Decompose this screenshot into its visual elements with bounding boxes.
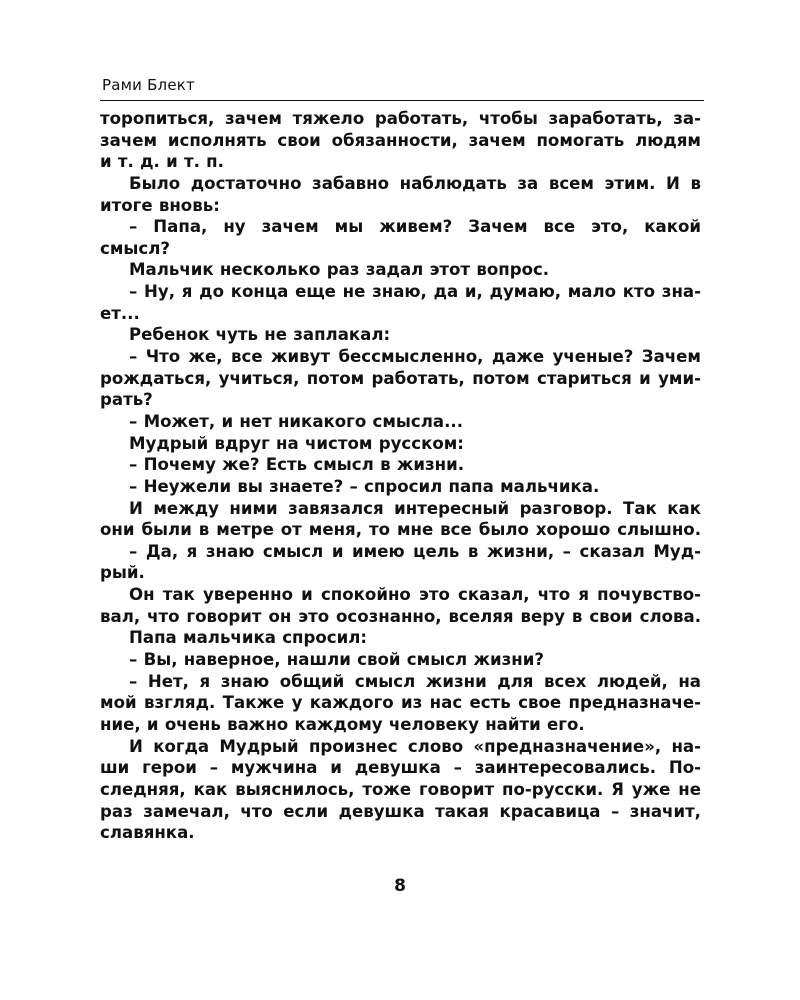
text-line: И когда Мудрый произнес слово «предназначение», на- — [129, 736, 701, 756]
text-line: – Да, я знаю смысл и имею цель в жизни, – сказал Муд- — [129, 541, 701, 561]
text-line: – Нет, я знаю общий смысл жизни для всех людей, на — [129, 671, 701, 691]
text-line: итоге вновь: — [100, 195, 220, 215]
text-line: рать? — [100, 390, 153, 410]
text-line: славянка. — [100, 823, 195, 843]
text-line: Мальчик несколько раз задал этот вопрос. — [129, 260, 550, 280]
text-line: мой взгляд. Также у каждого из нас есть свое предназначе- — [100, 693, 701, 713]
text-line: рождаться, учиться, потом работать, потом стариться и уми- — [100, 368, 701, 388]
body-text — [100, 108, 701, 844]
text-line: Мудрый вдруг на чистом русском: — [129, 433, 464, 453]
text-line: ши герои – мужчина и девушка – заинтересовались. По- — [100, 758, 701, 778]
text-line: И между ними завязался интересный разговор. Так как — [129, 498, 701, 518]
text-line: торопиться, зачем тяжело работать, чтобы заработать, за- — [100, 109, 701, 128]
text-line: – Может, и нет никакого смысла... — [129, 411, 464, 431]
text-line: ет... — [100, 303, 140, 323]
text-line: вал, что говорит он это осознанно, вселяя веру в свои слова. — [100, 606, 701, 626]
text-line: – Что же, все живут бессмысленно, даже ученые? Зачем — [129, 347, 701, 367]
page-number: 8 — [394, 876, 406, 896]
text-line: Было достаточно забавно наблюдать за всем этим. И в — [129, 173, 701, 193]
text-line: смысл? — [100, 238, 171, 258]
text-line: – Папа, ну зачем мы живем? Зачем все это, какой — [129, 217, 701, 237]
header-rule — [100, 100, 704, 101]
text-line: – Почему же? Есть смысл в жизни. — [129, 455, 465, 475]
text-line: Папа мальчика спросил: — [129, 628, 368, 648]
running-head: Рами Блект — [102, 76, 195, 94]
text-line: – Неужели вы знаете? – спросил папа мальчика. — [129, 476, 600, 496]
text-line: следняя, как выяснилось, тоже говорит по-русски. Я уже не — [100, 779, 701, 799]
text-line: – Ну, я до конца еще не знаю, да и, думаю, мало кто зна- — [129, 282, 701, 302]
text-line: рый. — [100, 563, 145, 583]
text-line: и т. д. и т. п. — [100, 152, 224, 172]
text-line: раз замечал, что если девушка такая красавица – значит, — [100, 801, 701, 821]
text-line: – Вы, наверное, нашли свой смысл жизни? — [129, 650, 544, 670]
text-line: Ребенок чуть не заплакал: — [129, 325, 391, 345]
text-line: зачем исполнять свои обязанности, зачем помогать людям — [100, 130, 701, 150]
text-line: ние, и очень важно каждому человеку найти его. — [100, 714, 585, 734]
text-line: они были в метре от меня, то мне все было хорошо слышно. — [100, 520, 701, 540]
text-line: Он так уверенно и спокойно это сказал, что я почувство- — [129, 585, 701, 605]
